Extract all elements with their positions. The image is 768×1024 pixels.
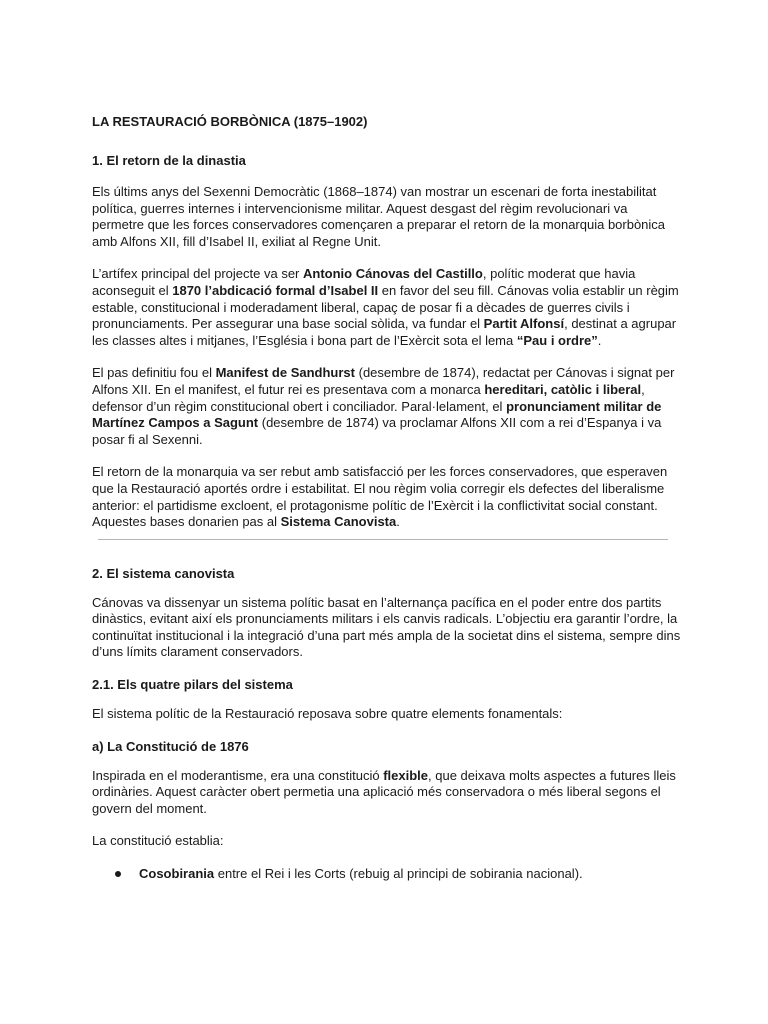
section-1-paragraph-2: L’artífex principal del projecte va ser Antonio Cánovas del Castillo, polític moderat que havia aconseguit el 1870 l’abdicació formal d’Isabel II en favor del seu fill. Cánovas volia establir un règim estable, constitucional i moderadament liberal, capaç de posar fi a dècades de guerres civils i pronunciaments. Per assegurar una base social sòlida, va fundar el Partit Alfonsí, destinat a agrupar les classes altes i mitjanes, l’Església i bona part de l’Exèrcit sota el lema “Pau i ordre”. — [92, 266, 679, 348]
bold-run: flexible — [383, 767, 429, 783]
section-1-paragraph-1: Els últims anys del Sexenni Democràtic (1868–1874) van mostrar un escenari de forta inestabilitat política, guerres internes i intervencionisme militar. Aquest desgast del règim revolucionari va permetre que les forces conservadores començaren a preparar el retorn de la monarquia borbònica amb Alfons XII, fill d’Isabel II, exiliat al Regne Unit. — [92, 184, 666, 249]
bold-run: Partit Alfonsí — [483, 316, 565, 332]
section-1-paragraph-3: El pas definitiu fou el Manifest de Sandhurst (desembre de 1874), redactat per Cánovas i signat per Alfons XII. En el manifest, el futur rei es presentava com a monarca hereditari, catòlic i liberal, defensor d’un règim constitucional obert i conciliador. Paral·lelament, el pronunciament militar de Martínez Campos a Sagunt (desembre de 1874) va proclamar Alfons XII com a rei d’Espanya i va posar fi al Sexenni. — [92, 365, 675, 447]
document-body — [92, 114, 682, 882]
subsection-2-1-paragraph-1: El sistema polític de la Restauració reposava sobre quatre elements fonamentals: — [92, 706, 563, 722]
bullet-item — [92, 866, 682, 882]
point-a-heading: a) La Constitució de 1876 — [92, 738, 249, 754]
bold-run: Sistema Canovista — [280, 514, 397, 530]
bullet-icon — [115, 871, 121, 877]
bold-run: pronunciament militar de Martínez Campos a Sagunt — [92, 398, 662, 431]
bold-run: hereditari, catòlic i liberal — [484, 381, 642, 397]
section-1-heading: 1. El retorn de la dinastia — [92, 153, 246, 168]
bullet-text: Cosobirania entre el Rei i les Corts (rebuig al principi de sobirania nacional). — [139, 866, 583, 882]
section-2-paragraph-1: Cánovas va dissenyar un sistema polític basat en l’alternança pacífica en el poder entre dos partits dinàstics, evitant així els pronunciaments militars i els canvis radicals. L’objectiu era garantir l’ordre, la continuïtat institucional i la integració d’una part més ampla de la societat dins el sistema, sempre dins d’uns límits clarament conservadors. — [92, 594, 681, 660]
point-a-paragraph-2: La constitució establia: — [92, 833, 224, 849]
bold-run: Cosobirania — [139, 866, 215, 882]
section-2-heading: 2. El sistema canovista — [92, 565, 235, 581]
subsection-2-1-heading: 2.1. Els quatre pilars del sistema — [92, 677, 293, 693]
section-1-paragraph-4: El retorn de la monarquia va ser rebut amb satisfacció per les forces conservadores, que esperaven que la Restauració aportés ordre i estabilitat. El nou règim volia corregir els defectes del liberalisme anterior: el partidisme excloent, el protagonisme polític de l’Exèrcit i la conflictivitat social constant. Aquestes bases donarien pas al Sistema Canovista. — [92, 464, 668, 530]
bold-run: “Pau i ordre” — [516, 332, 598, 348]
point-a-paragraph-1: Inspirada en el moderantisme, era una constitució flexible, que deixava molts aspectes a futures lleis ordinàries. Aquest caràcter obert permetia una aplicació més conservadora o més liberal segons el govern del moment. — [92, 767, 676, 816]
point-a-bullet-list — [92, 866, 682, 882]
section-divider — [98, 539, 668, 540]
bold-run: Antonio Cánovas del Castillo — [303, 266, 483, 282]
bold-run: 1870 l’abdicació formal d’Isabel II — [172, 282, 379, 298]
document-title: LA RESTAURACIÓ BORBÒNICA (1875–1902) — [92, 114, 368, 129]
bold-run: Manifest de Sandhurst — [215, 365, 355, 381]
